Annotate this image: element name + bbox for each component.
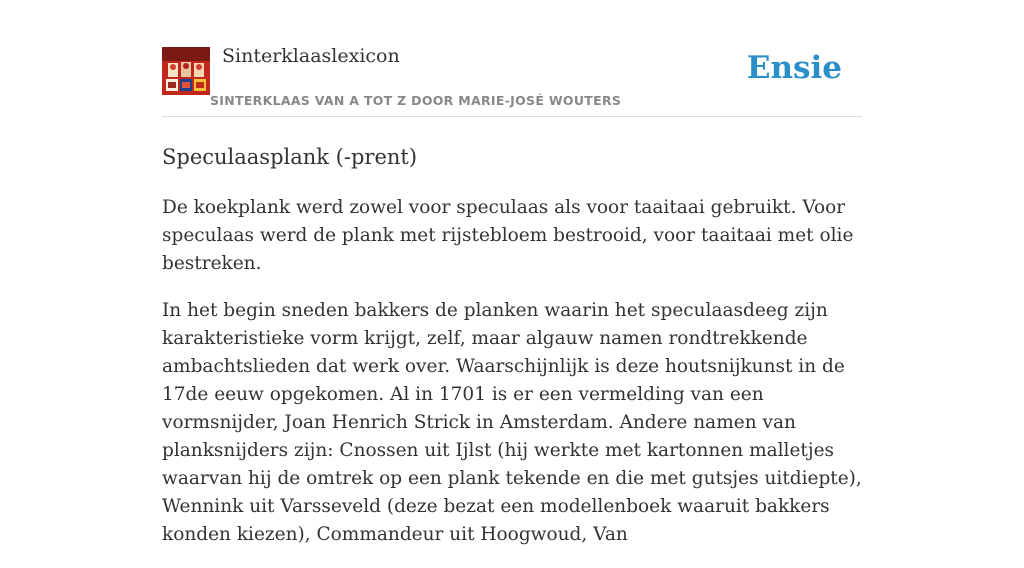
lexicon-avatar[interactable] bbox=[162, 47, 210, 95]
entry-title: Speculaasplank (-prent) bbox=[162, 145, 418, 169]
lexicon-header bbox=[162, 0, 862, 117]
entry-paragraph-1: De koekplank werd zowel voor speculaas als voor taaitaai gebruikt. Voor speculaas werd de plank met rijstebloem bestrooid, voor taaitaai met olie bestreken. bbox=[162, 197, 854, 274]
lexicon-cover-image bbox=[162, 47, 210, 95]
lexicon-subtitle: SINTERKLAAS VAN A TOT Z DOOR MARIE-JOSÉ WOUTERS bbox=[210, 93, 622, 108]
lexicon-title-link[interactable]: Sinterklaaslexicon bbox=[222, 45, 400, 67]
entry-paragraph-2: In het begin sneden bakkers de planken waarin het speculaasdeeg zijn karakteristieke vorm krijgt, zelf, maar algauw namen rondtrekkende ambachtslieden dat werk over. Waarschijnlijk is deze houtsnijkunst in de 17de eeuw opgekomen. Al in 1701 is er een vermelding van een vormsnijder, Joan Henrich Strick in Amsterdam. Andere namen van planksnijders zijn: Cnossen uit Ijlst (hij werkte met kartonnen malletjes waarvan hij de omtrek op een plank tekende en die met gutsjes uitdiepte), Wennink uit Varsseveld (deze bezat een modellenboek waaruit bakkers konden kiezen), Commandeur uit Hoogwoud, Van bbox=[162, 300, 862, 545]
entry-body bbox=[162, 194, 862, 549]
ensie-logo-link[interactable]: Ensie bbox=[746, 50, 842, 86]
content-container bbox=[162, 0, 862, 568]
